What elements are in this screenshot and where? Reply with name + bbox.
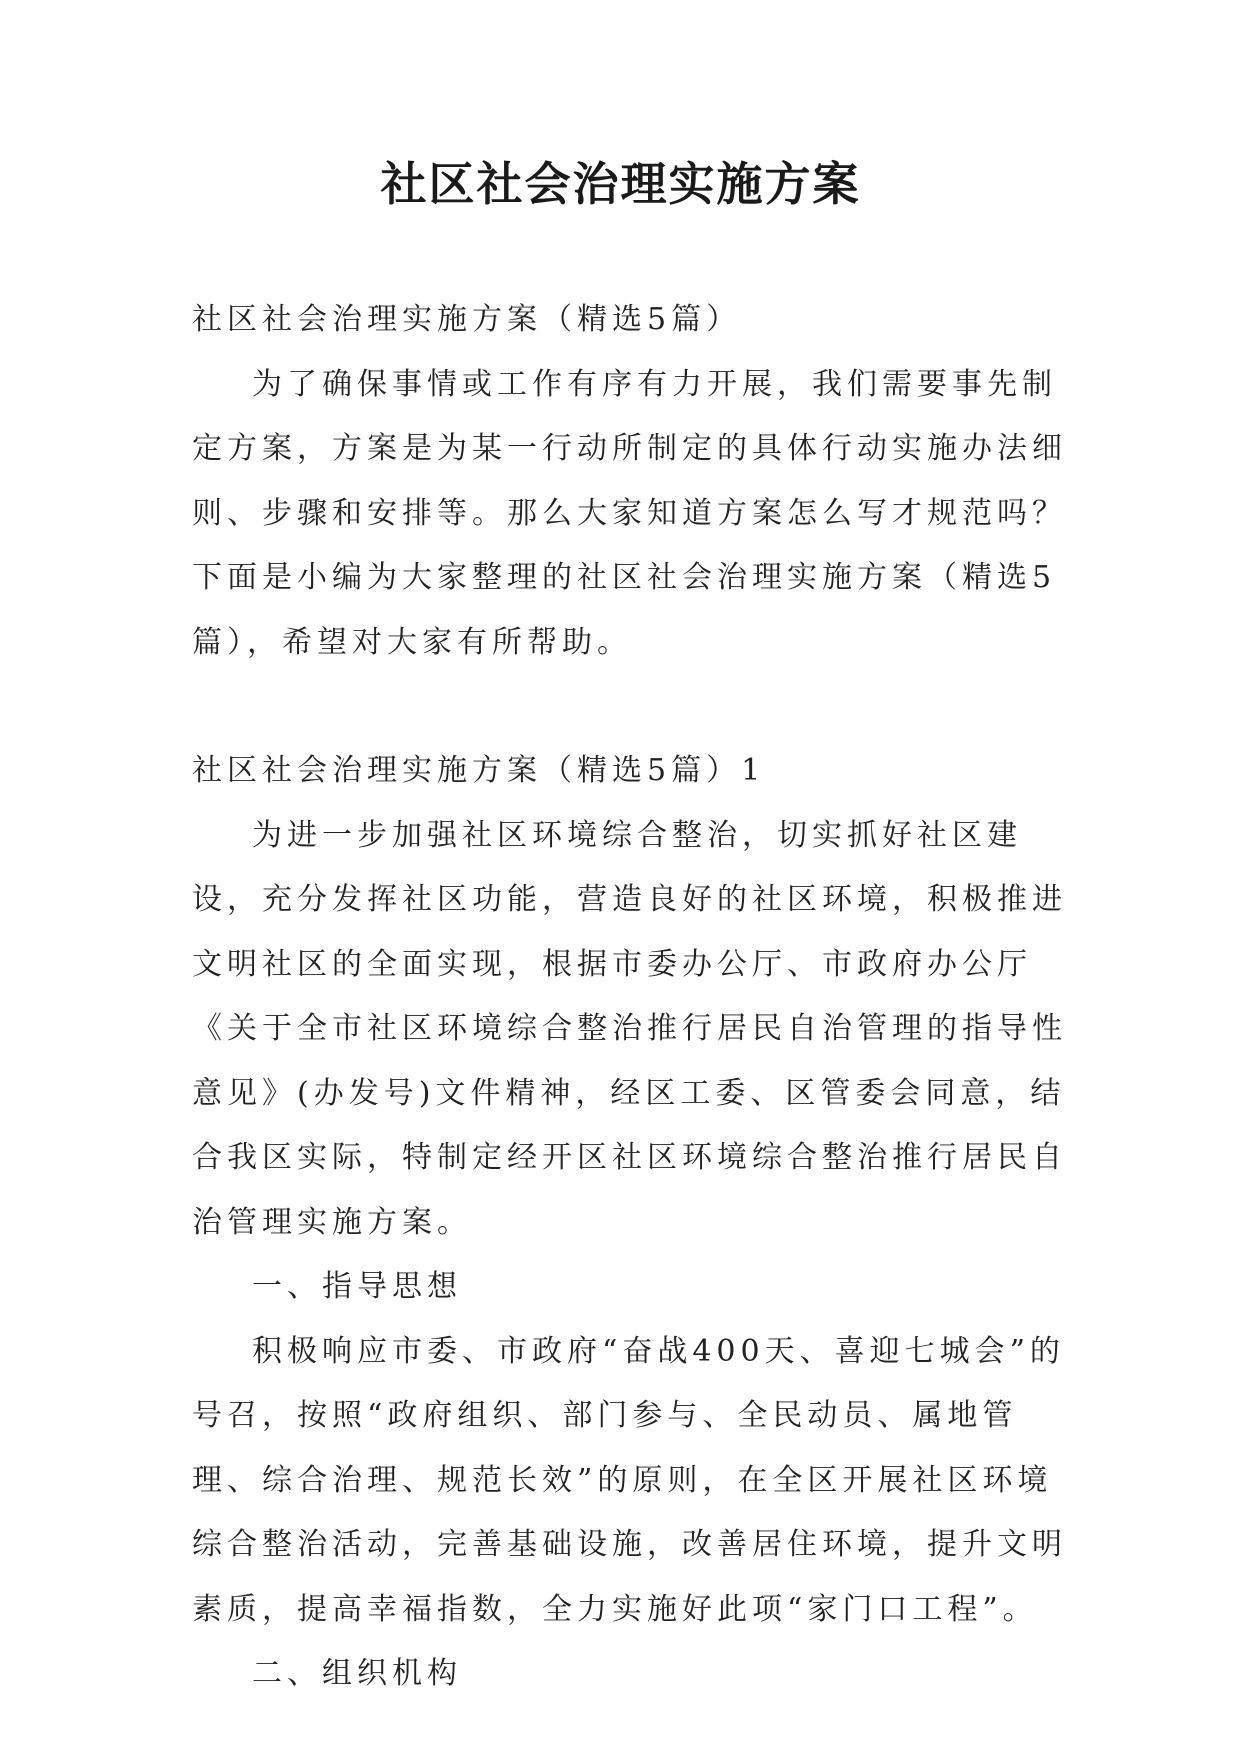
document-body bbox=[192, 288, 1067, 1707]
intro-paragraph: 为了确保事情或工作有序有力开展，我们需要事先制定方案，方案是为某一行动所制定的具体行动实施办法细则、步骤和安排等。那么大家知道方案怎么写才规范吗？下面是小编为大家整理的社区社会治理实施方案（精选5篇），希望对大家有所帮助。 bbox=[192, 366, 1067, 660]
guiding-paragraph: 积极响应市委、市政府“奋战400天、喜迎七城会”的号召，按照“政府组织、部门参与、全民动员、属地管理、综合治理、规范长效”的原则，在全区开展社区环境综合整治活动，完善基础设施，改善居住环境，提升文明素质，提高幸福指数，全力实施好此项“家门口工程”。 bbox=[192, 1333, 1067, 1627]
subsection-heading-organization: 二、组织机构 bbox=[252, 1656, 462, 1691]
paragraph-spacer bbox=[192, 675, 1067, 739]
section-paragraph: 为进一步加强社区环境综合整治，切实抓好社区建设，充分发挥社区功能，营造良好的社区环境，积极推进文明社区的全面实现，根据市委办公厅、市政府办公厅《关于全市社区环境综合整治推行居民自治管理的指导性意见》(办发号)文件精神，经区工委、区管委会同意，结合我区实际，特制定经开区社区环境综合整治推行居民自治管理实施方案。 bbox=[192, 817, 1067, 1240]
document-subtitle: 社区社会治理实施方案（精选5篇） bbox=[192, 302, 742, 337]
document-title: 社区社会治理实施方案 bbox=[380, 157, 861, 211]
section-heading: 社区社会治理实施方案（精选5篇）1 bbox=[192, 753, 766, 788]
subsection-heading-guiding: 一、指导思想 bbox=[252, 1269, 462, 1304]
